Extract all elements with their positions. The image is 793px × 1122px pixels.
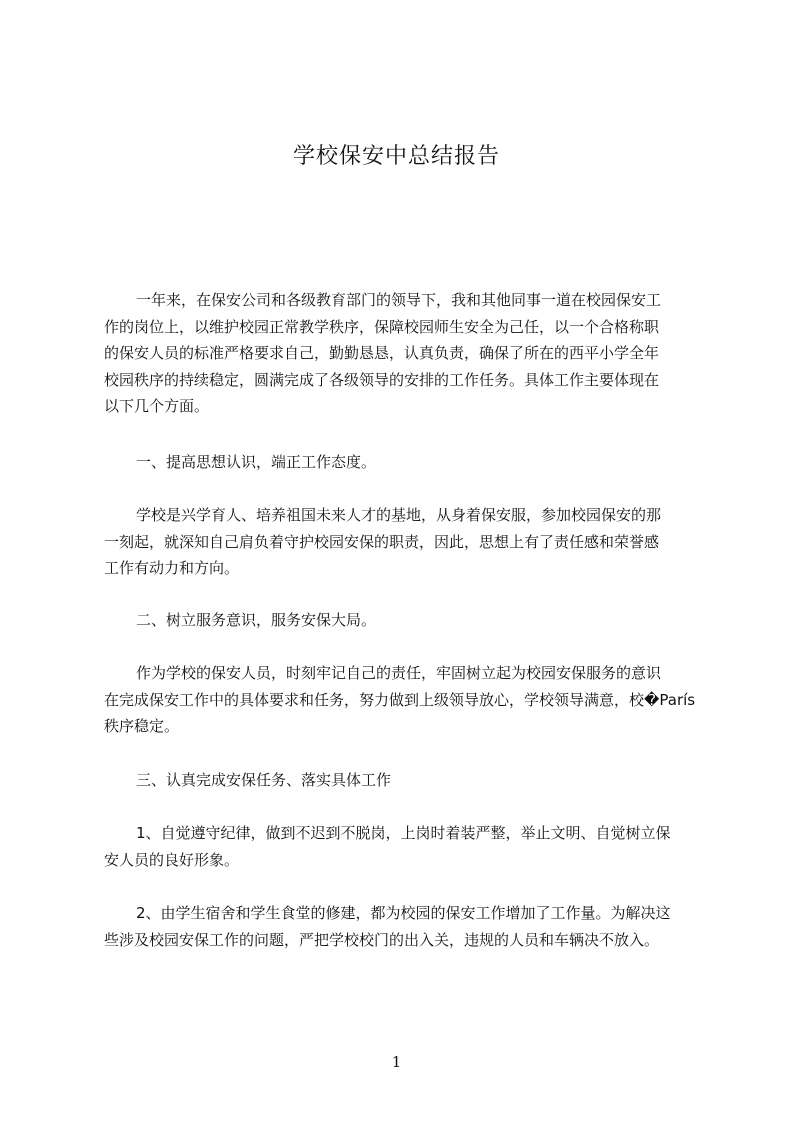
section-heading-1: 一、提高思想认识，端正工作态度。 <box>136 453 377 471</box>
page-number: 1 <box>391 1053 402 1071</box>
section2-line: 在完成保安工作中的具体要求和任务，努力做到上级领导放心，学校领导满意，校�París <box>104 690 696 709</box>
section2-paragraph <box>104 660 714 740</box>
section3-item2-line: 2、由学生宿舍和学生食堂的修建，都为校园的保安工作增加了工作量。为解决这 <box>136 904 671 922</box>
section1-paragraph <box>104 502 714 582</box>
intro-paragraph <box>104 287 714 420</box>
section3-item1-line: 安人员的良好形象。 <box>104 850 240 869</box>
section-heading-2: 二、树立服务意识，服务安保大局。 <box>136 611 377 629</box>
section3-item2-paragraph <box>104 900 714 953</box>
section1-line: 一刻起，就深知自己肩负着守护校园安保的职责，因此，思想上有了责任感和荣誉感 <box>104 532 660 551</box>
intro-line: 一年来，在保安公司和各级教育部门的领导下，我和其他同事一道在校园保安工 <box>136 291 662 309</box>
section1-line: 工作有动力和方向。 <box>104 559 240 577</box>
section3-item1-paragraph <box>104 820 714 873</box>
section2-line: 秩序稳定。 <box>104 717 180 735</box>
intro-line: 的保安人员的标准严格要求自己，勤勤恳恳，认真负责，确保了所在的西平小学全年 <box>104 344 660 362</box>
intro-line: 校园秩序的持续稳定，圆满完成了各级领导的安排的工作任务。具体工作主要体现在 <box>104 370 660 389</box>
document-title: 学校保安中总结报告 <box>292 144 500 169</box>
section2-line: 作为学校的保安人员，时刻牢记自己的责任，牢固树立起为校园安保服务的意识 <box>136 664 662 682</box>
section1-line: 学校是兴学育人、培养祖国未来人才的基地，从身着保安服，参加校园保安的那 <box>136 506 662 524</box>
section3-item2-line: 些涉及校园安保工作的问题，严把学校校门的出入关，违规的人员和车辆决不放入。 <box>104 930 660 949</box>
section-heading-3: 三、认真完成安保任务、落实具体工作 <box>136 771 392 789</box>
intro-line: 作的岗位上，以维护校园正常教学秩序，保障校园师生安全为己任，以一个合格称职 <box>104 317 660 336</box>
section3-item1-line: 1、自觉遵守纪律，做到不迟到不脱岗，上岗时着装严整，举止文明、自觉树立保 <box>136 824 671 842</box>
intro-line: 以下几个方面。 <box>104 397 210 415</box>
